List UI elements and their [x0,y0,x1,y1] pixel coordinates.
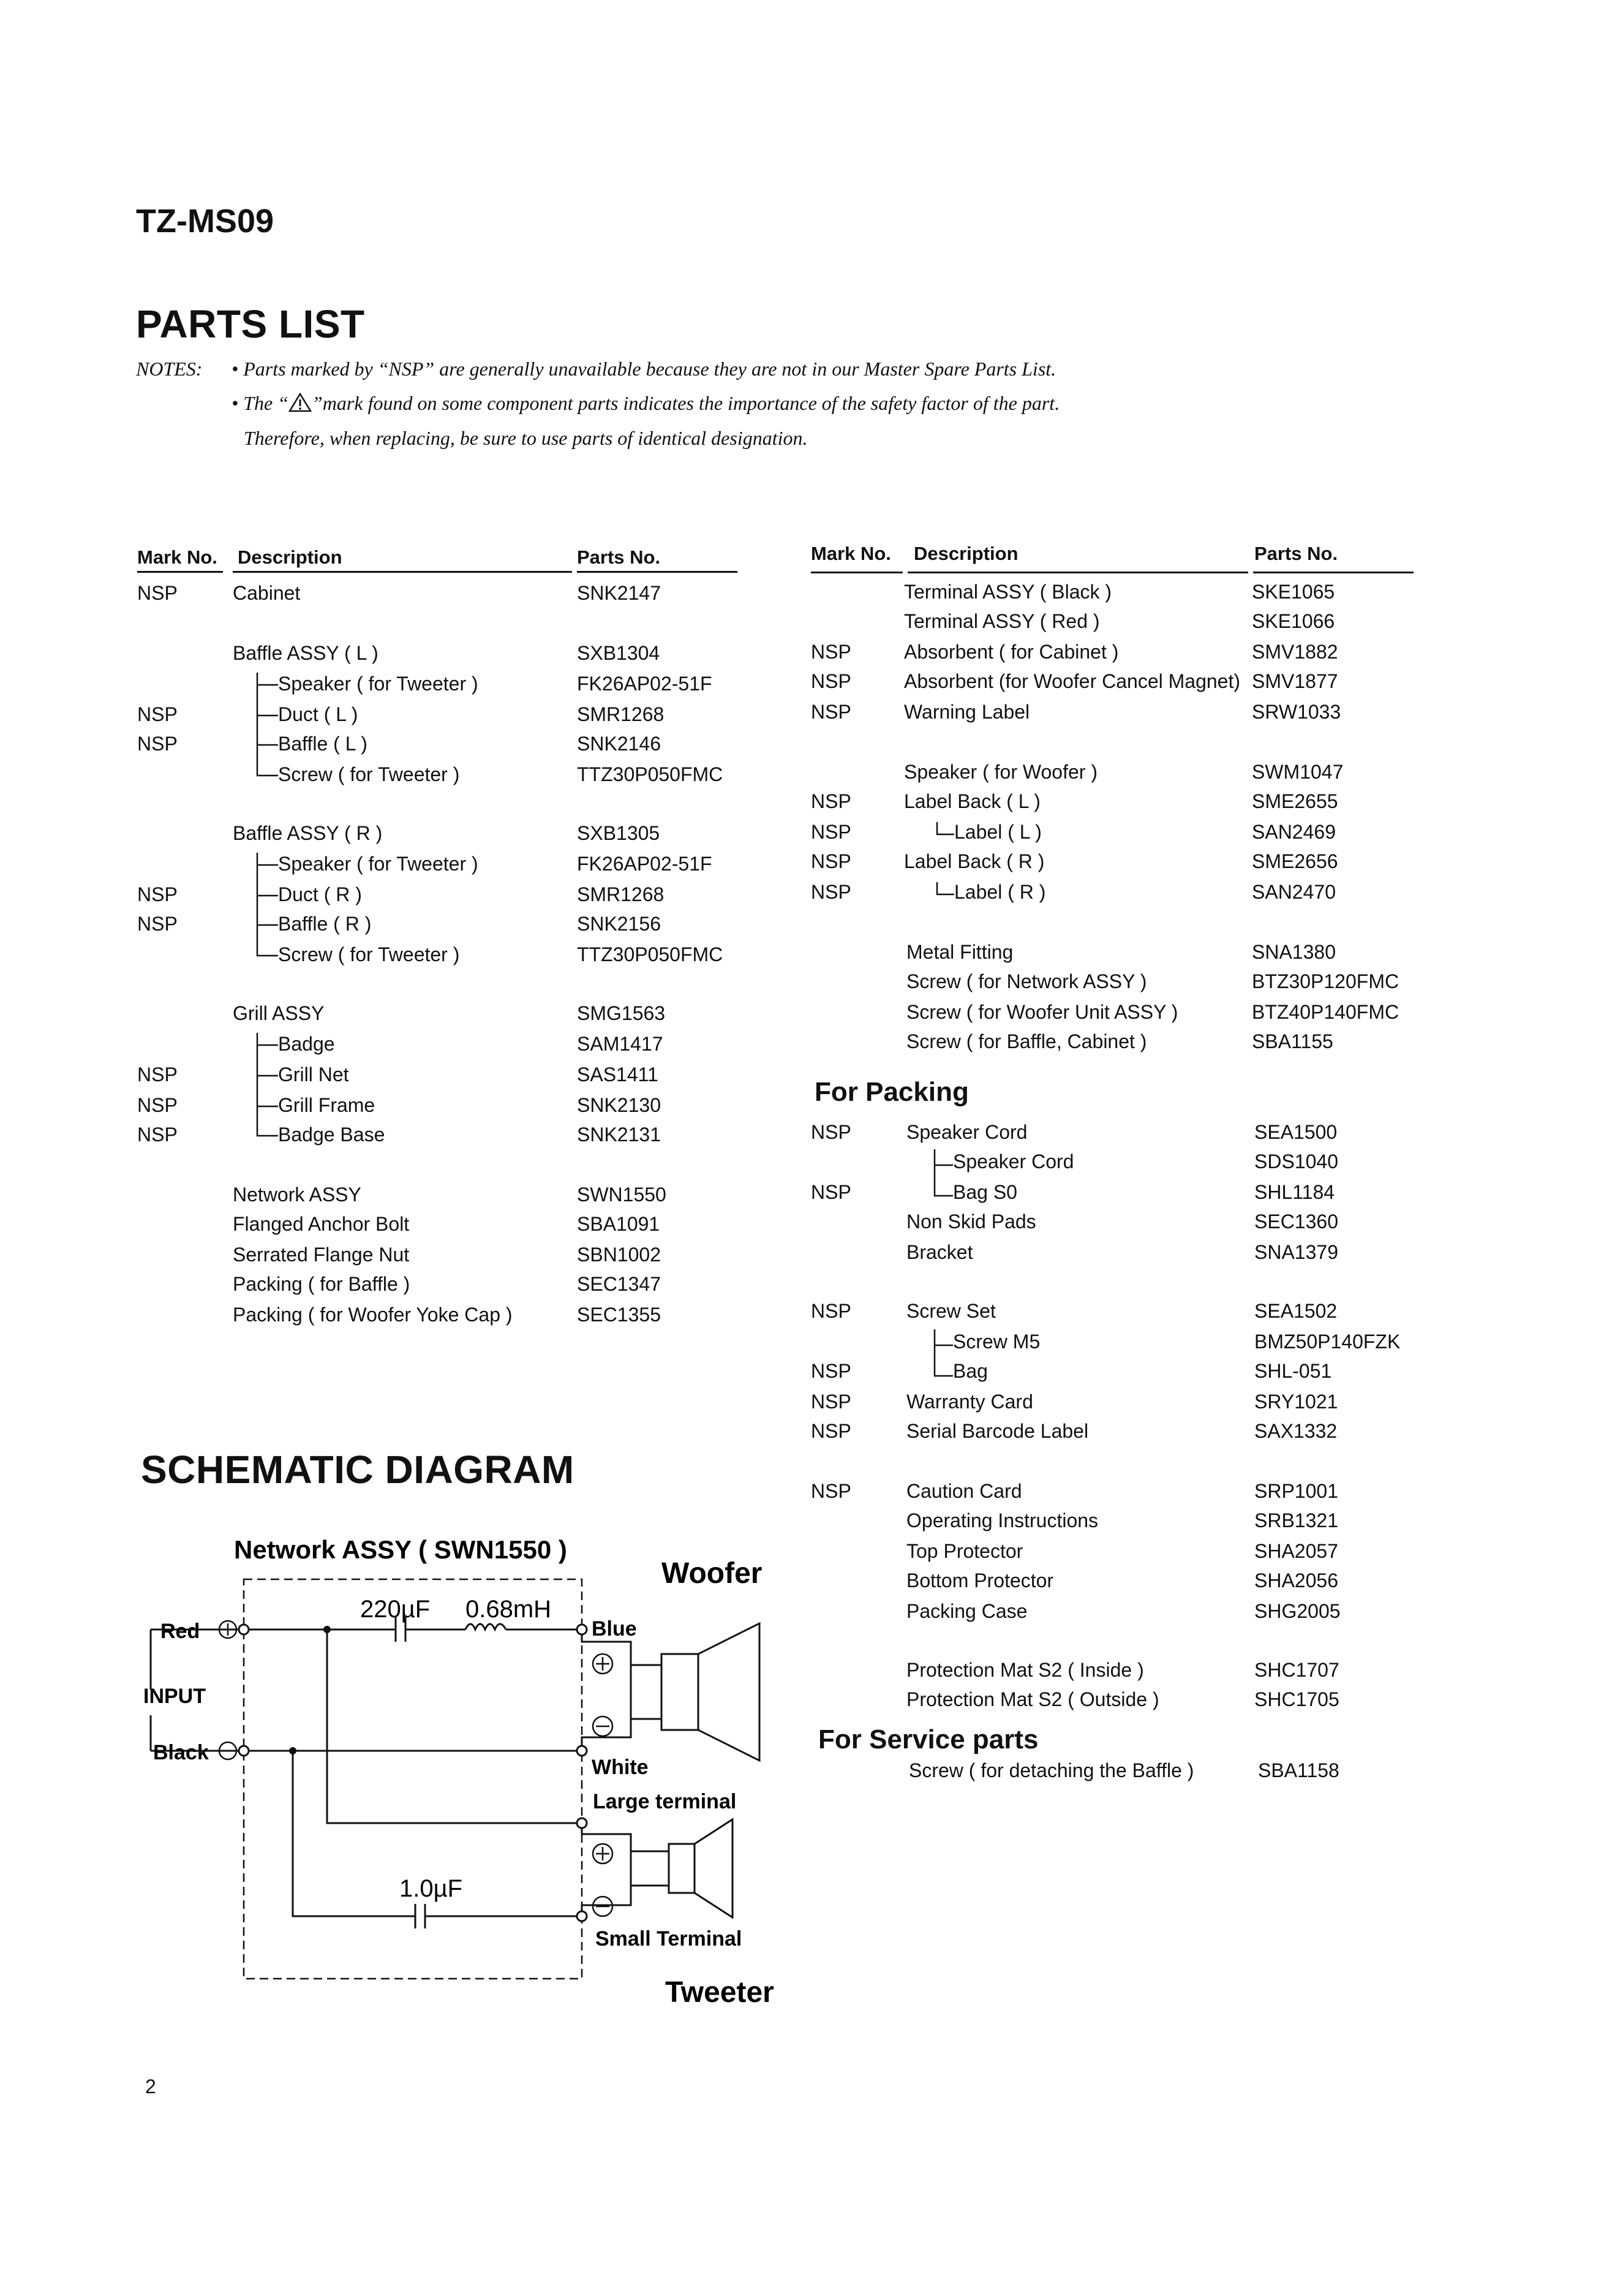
left-row-part-number: SAM1417 [577,1033,663,1055]
right-row-mark: NSP [811,881,851,903]
packing-row-description: Non Skid Pads [906,1210,1036,1233]
right-header-desc: Description [914,543,1019,564]
wires [151,1617,631,1928]
left-row-part-number: SNK2156 [577,913,661,935]
left-row-description: Flanged Anchor Bolt [233,1213,410,1235]
packing-row-part-number: SEC1360 [1254,1210,1338,1233]
woofer-speaker-icon [631,1623,759,1761]
left-row-description: Speaker ( for Tweeter ) [278,853,478,875]
packing-row-description: Bracket [906,1241,973,1263]
packing-row-mark: NSP [811,1300,851,1322]
left-row-part-number: SNK2147 [577,582,661,604]
right-row-description: Absorbent (for Woofer Cancel Magnet) [904,670,1240,692]
service-row-description: Screw ( for detaching the Baffle ) [909,1759,1194,1781]
packing-row-description: Top Protector [906,1540,1023,1562]
packing-row-part-number: SDS1040 [1254,1150,1338,1173]
tweeter-speaker-icon [631,1819,732,1917]
left-row-description: Badge [278,1033,335,1055]
left-row-part-number: SWN1550 [577,1184,666,1206]
black-label: Black [153,1741,209,1764]
left-row-description: Grill Frame [278,1094,375,1116]
left-row-description: Network ASSY [233,1184,361,1206]
packing-row-description: Warranty Card [906,1391,1033,1413]
schematic-title: SCHEMATIC DIAGRAM [141,1448,574,1492]
for-service-heading: For Service parts [818,1724,1039,1754]
left-row-description: Grill Net [278,1063,349,1086]
right-row-description: Screw ( for Network ASSY ) [906,970,1147,992]
packing-row-part-number: SHA2057 [1254,1540,1338,1562]
packing-row-description: Screw M5 [953,1331,1041,1353]
service-row-part-number: SBA1158 [1258,1759,1339,1781]
left-row-part-number: SMR1268 [577,703,665,725]
right-row-part-number: SAN2470 [1252,881,1336,903]
left-row-part-number: SXB1305 [577,822,660,844]
right-row-mark: NSP [811,641,851,663]
right-row-description: Terminal ASSY ( Red ) [904,610,1100,632]
packing-row-part-number: SEA1500 [1254,1121,1338,1143]
right-row-description: Speaker ( for Woofer ) [904,761,1098,783]
left-row-part-number: SXB1304 [577,642,660,664]
notes-line-2a: • The “ [232,392,288,414]
left-row-part-number: SNK2146 [577,733,661,755]
packing-row-description: Packing Case [906,1600,1028,1622]
packing-row-mark: NSP [811,1181,851,1203]
left-row-part-number: SNK2131 [577,1123,661,1146]
right-row-description: Screw ( for Woofer Unit ASSY ) [906,1001,1178,1023]
packing-row-description: Bag S0 [953,1181,1017,1203]
left-row-mark: NSP [137,703,178,725]
packing-row-mark: NSP [811,1480,851,1502]
packing-row-part-number: SRY1021 [1254,1391,1338,1413]
packing-row-description: Protection Mat S2 ( Inside ) [906,1659,1144,1681]
network-box [244,1579,582,1979]
left-row-description: Baffle ( R ) [278,913,372,935]
left-row-description: Duct ( R ) [278,883,362,905]
tweeter-label: Tweeter [665,1976,774,2009]
packing-row-description: Screw Set [906,1300,996,1322]
packing-row-part-number: SHL-051 [1254,1360,1332,1382]
packing-row-part-number: SHL1184 [1254,1181,1335,1203]
blue-label: Blue [592,1617,637,1641]
woofer-label: Woofer [661,1557,763,1590]
packing-row-mark: NSP [811,1391,851,1413]
notes-line-3: Therefore, when replacing, be sure to use parts of identical designation. [244,427,808,449]
left-row-part-number: SBA1091 [577,1213,660,1235]
right-row-description: Warning Label [904,701,1030,723]
packing-row-description: Operating Instructions [906,1509,1099,1531]
left-row-mark: NSP [137,1123,178,1146]
right-row-mark: NSP [811,850,851,872]
right-row-part-number: SMV1882 [1252,641,1338,663]
for-packing-heading: For Packing [815,1077,969,1107]
packing-row-mark: NSP [811,1420,851,1442]
left-row-mark: NSP [137,1094,178,1116]
packing-row-mark: NSP [811,1360,851,1382]
left-row-mark: NSP [137,733,178,755]
right-row-part-number: SWM1047 [1252,761,1344,783]
left-row-description: Screw ( for Tweeter ) [278,943,460,965]
packing-row-part-number: BMZ50P140FZK [1254,1331,1401,1353]
right-row-description: Label ( R ) [954,881,1046,903]
notes-label: NOTES: [136,358,203,380]
left-row-description: Grill ASSY [233,1002,325,1024]
model-number: TZ-MS09 [136,203,274,240]
packing-row-part-number: SRP1001 [1254,1480,1338,1502]
inductor-label: 0.68mH [465,1596,552,1623]
right-row-part-number: SKE1066 [1252,610,1335,632]
left-row-part-number: TTZ30P050FMC [577,943,723,965]
right-row-description: Terminal ASSY ( Black ) [904,581,1112,603]
left-row-description: Baffle ASSY ( R ) [233,822,383,844]
packing-row-description: Serial Barcode Label [906,1420,1089,1442]
white-label: White [592,1756,649,1779]
notes-line-1: • Parts marked by “NSP” are generally unavailable because they are not in our Master Spare Parts List. [232,358,1056,380]
left-row-part-number: SAS1411 [577,1063,658,1086]
right-row-description: Metal Fitting [906,941,1014,963]
left-row-part-number: SEC1347 [577,1273,661,1295]
small-terminal-label: Small Terminal [595,1927,742,1950]
red-label: Red [160,1620,200,1643]
left-row-description: Cabinet [233,582,301,604]
left-row-description: Packing ( for Baffle ) [233,1273,410,1295]
left-header-parts: Parts No. [577,546,661,568]
packing-row-part-number: SRB1321 [1254,1509,1338,1531]
right-row-part-number: SME2655 [1252,790,1338,812]
left-row-mark: NSP [137,883,178,905]
packing-row-description: Bottom Protector [906,1569,1054,1592]
packing-row-description: Speaker Cord [953,1150,1074,1173]
right-row-part-number: SAN2469 [1252,821,1336,843]
left-row-mark: NSP [137,913,178,935]
left-row-part-number: TTZ30P050FMC [577,763,723,785]
packing-row-part-number: SHC1705 [1254,1688,1339,1710]
packing-row-description: Speaker Cord [906,1121,1028,1143]
parts-list-title: PARTS LIST [136,302,365,346]
packing-row-part-number: SNA1379 [1254,1241,1338,1263]
left-row-part-number: SEC1355 [577,1304,661,1326]
packing-row-part-number: SHC1707 [1254,1659,1339,1681]
right-row-mark: NSP [811,670,851,692]
packing-row-description: Protection Mat S2 ( Outside ) [906,1688,1159,1710]
left-row-description: Serrated Flange Nut [233,1244,410,1266]
page-number: 2 [145,2075,156,2098]
right-row-part-number: SBA1155 [1252,1030,1333,1052]
packing-row-mark: NSP [811,1121,851,1143]
left-header-desc: Description [238,546,342,568]
left-row-part-number: SNK2130 [577,1094,661,1116]
right-row-mark: NSP [811,821,851,843]
network-label: Network ASSY ( SWN1550 ) [234,1535,567,1564]
right-row-mark: NSP [811,701,851,723]
packing-row-part-number: SHA2056 [1254,1569,1338,1592]
packing-row-description: Bag [953,1360,988,1382]
left-row-description: Packing ( for Woofer Yoke Cap ) [233,1304,513,1326]
right-row-description: Screw ( for Baffle, Cabinet ) [906,1030,1147,1052]
packing-row-part-number: SAX1332 [1254,1420,1338,1442]
left-row-part-number: SMR1268 [577,883,665,905]
left-row-part-number: SBN1002 [577,1244,661,1266]
left-row-description: Badge Base [278,1123,385,1146]
left-row-mark: NSP [137,1063,178,1086]
left-row-description: Baffle ( L ) [278,733,367,755]
notes-line-2b: ”mark found on some component parts indicates the importance of the safety factor of the part. [312,392,1060,414]
left-row-description: Duct ( L ) [278,703,358,725]
right-row-part-number: BTZ30P120FMC [1252,970,1399,992]
left-row-part-number: FK26AP02-51F [577,673,712,695]
right-row-description: Absorbent ( for Cabinet ) [904,641,1119,663]
packing-row-description: Caution Card [906,1480,1022,1502]
packing-row-part-number: SHG2005 [1254,1600,1341,1622]
left-row-part-number: FK26AP02-51F [577,853,712,875]
right-row-description: Label Back ( R ) [904,850,1045,872]
right-row-part-number: SNA1380 [1252,941,1336,963]
packing-row-part-number: SEA1502 [1254,1300,1338,1322]
input-label: INPUT [143,1685,206,1708]
right-header-mark: Mark No. [811,543,891,564]
right-row-description: Label Back ( L ) [904,790,1041,812]
right-row-part-number: SKE1065 [1252,581,1335,603]
left-row-description: Speaker ( for Tweeter ) [278,673,478,695]
right-row-mark: NSP [811,790,851,812]
large-terminal-label: Large terminal [593,1790,737,1813]
left-row-part-number: SMG1563 [577,1002,666,1024]
right-row-part-number: SRW1033 [1252,701,1341,723]
left-header-mark: Mark No. [137,546,217,568]
right-header-parts: Parts No. [1254,543,1338,564]
right-row-description: Label ( L ) [954,821,1042,843]
left-row-description: Screw ( for Tweeter ) [278,763,460,785]
right-row-part-number: BTZ40P140FMC [1252,1001,1399,1023]
right-row-part-number: SME2656 [1252,850,1338,872]
left-row-description: Baffle ASSY ( L ) [233,642,378,664]
capacitor-1-label: 1.0µF [399,1875,463,1902]
right-row-part-number: SMV1877 [1252,670,1338,692]
capacitor-220-label: 220µF [360,1596,431,1623]
left-row-mark: NSP [137,582,178,604]
